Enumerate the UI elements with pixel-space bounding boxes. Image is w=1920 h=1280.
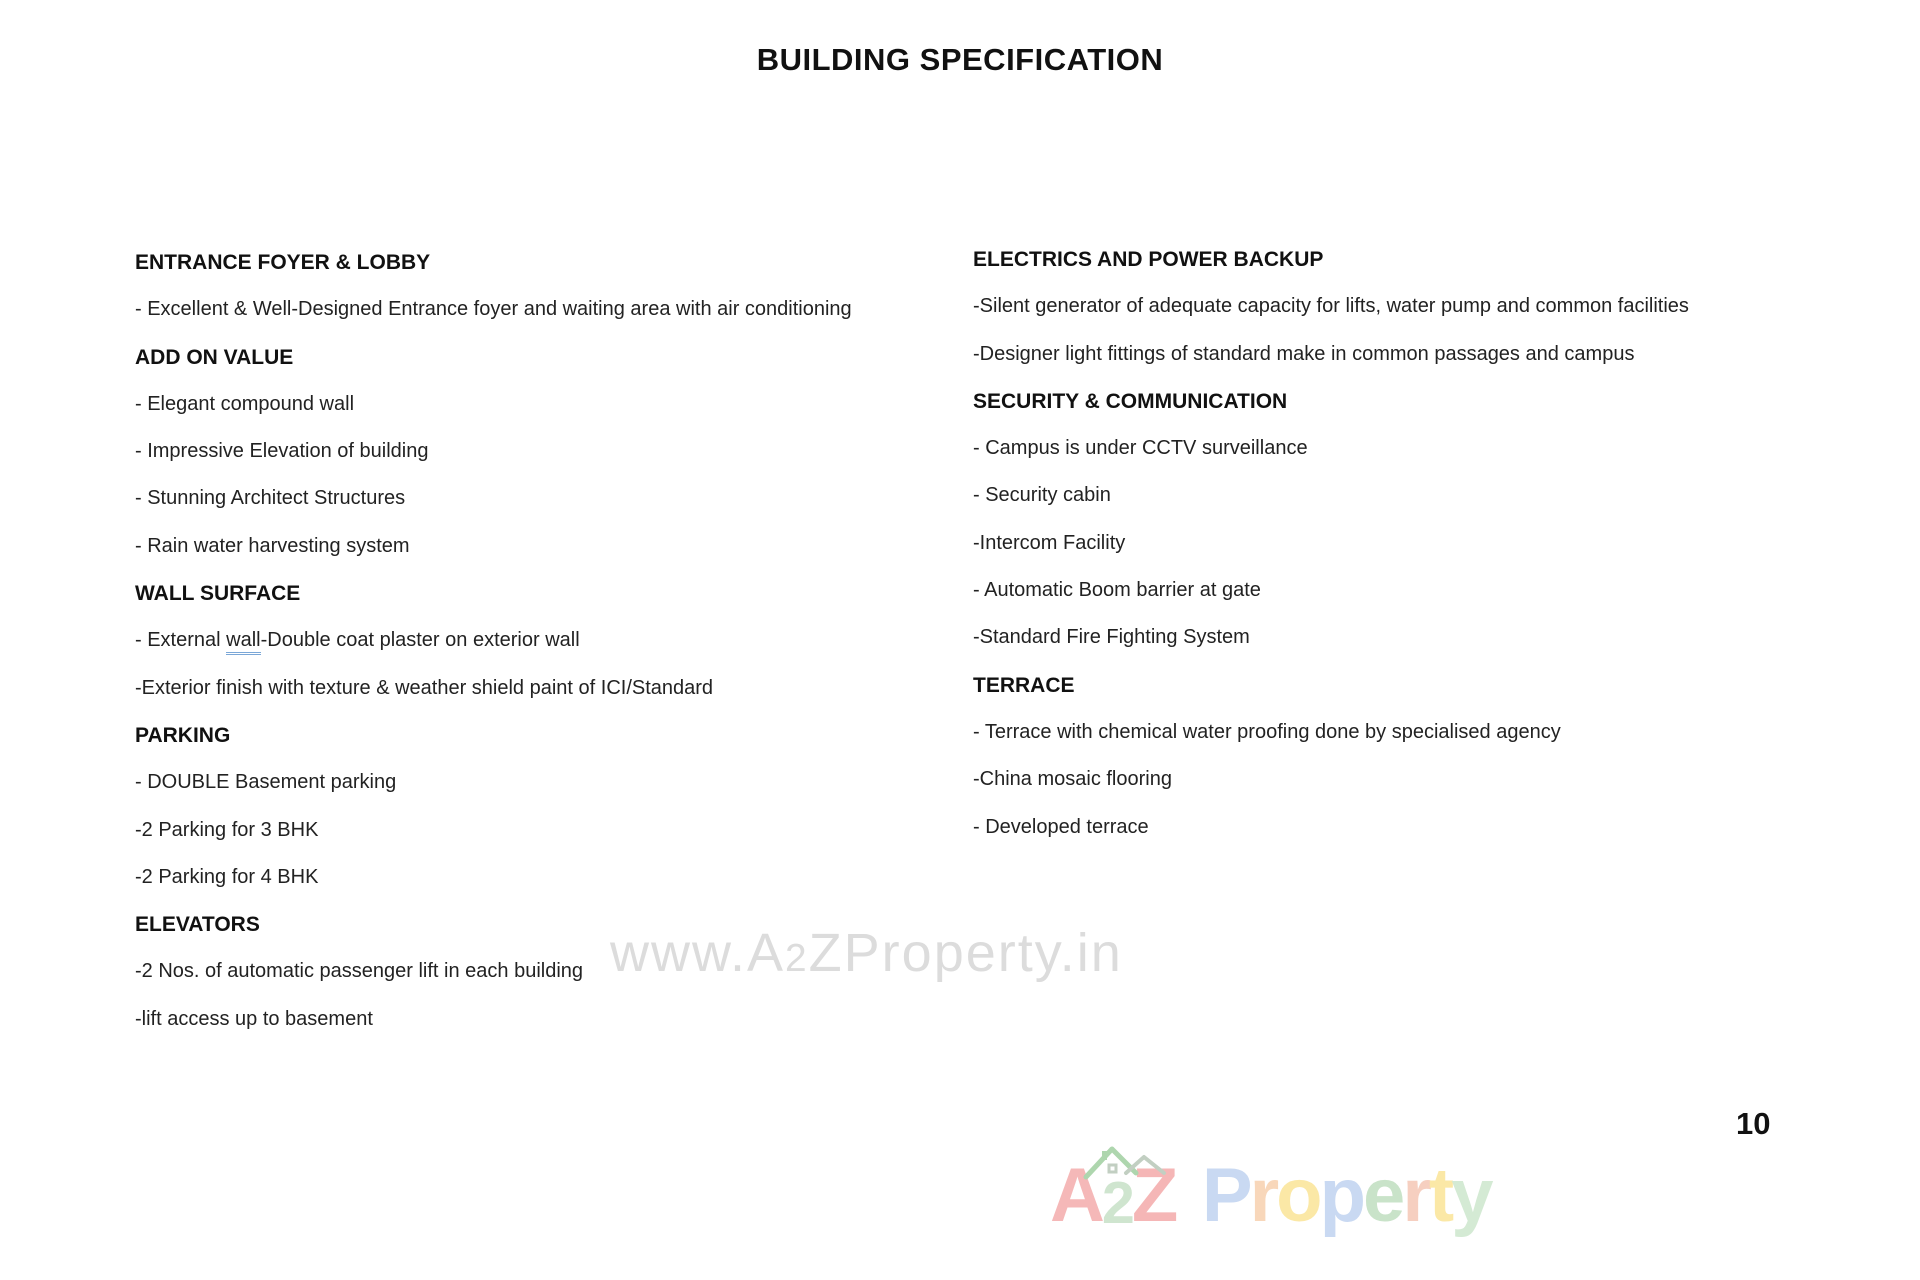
logo-letter: t [1428, 1153, 1452, 1238]
page-title: BUILDING SPECIFICATION [756, 42, 1164, 77]
spec-item: - Campus is under CCTV surveillance [973, 437, 1308, 460]
spec-item: -2 Parking for 3 BHK [135, 818, 319, 841]
logo-letter: o [1276, 1153, 1320, 1238]
spec-section-heading: ENTRANCE FOYER & LOBBY [135, 251, 431, 274]
spec-item: - Automatic Boom barrier at gate [973, 579, 1261, 602]
spec-section-heading: ADD ON VALUE [135, 345, 294, 369]
spec-item: -Silent generator of adequate capacity for lifts, water pump and common facilities [973, 295, 1689, 318]
spec-section-heading: SECURITY & COMMUNICATION [973, 389, 1288, 413]
spec-item: - Stunning Architect Structures [135, 487, 406, 510]
spec-column-right [973, 236, 1689, 851]
spec-item: - Elegant compound wall [135, 392, 355, 415]
logo-letter: A [1050, 1153, 1102, 1238]
watermark-part: 2 [785, 937, 809, 980]
logo-letter: P [1201, 1153, 1250, 1238]
spec-section-heading: WALL SURFACE [135, 582, 301, 606]
logo-letter: Z [1131, 1153, 1176, 1238]
spec-item: -Intercom Facility [973, 531, 1126, 554]
brand-logo [1050, 1153, 1491, 1238]
logo-letter: 2 [1102, 1173, 1132, 1232]
spec-item: -2 Nos. of automatic passenger lift in each building [135, 960, 584, 983]
spec-item: -Standard Fire Fighting System [973, 626, 1250, 649]
underlined-word: wall [226, 629, 260, 655]
spec-item: - Terrace with chemical water proofing done by specialised agency [973, 720, 1561, 743]
spec-section-heading: ELEVATORS [135, 913, 260, 937]
spec-item: -lift access up to basement [135, 1007, 373, 1030]
logo-letter: e [1363, 1153, 1403, 1238]
spec-item: -Designer light fittings of standard make in common passages and campus [973, 342, 1635, 365]
watermark-part: www.A [610, 923, 786, 983]
watermark-part: ZProperty.in [808, 923, 1123, 983]
spec-item: - Security cabin [973, 484, 1111, 507]
page-number: 10 [1736, 1106, 1771, 1141]
spec-item: -2 Parking for 4 BHK [135, 865, 319, 888]
logo-letter: r [1249, 1153, 1277, 1238]
spec-section-heading: ELECTRICS AND POWER BACKUP [973, 248, 1324, 271]
spec-item [135, 617, 852, 664]
spec-item: - Rain water harvesting system [135, 534, 410, 557]
spec-section-heading: PARKING [135, 723, 231, 747]
logo-letter: p [1319, 1153, 1364, 1238]
spec-item-text: - External [135, 629, 227, 652]
logo-letter: y [1451, 1153, 1491, 1238]
spec-item: -Exterior finish with texture & weather shield paint of ICI/Standard [135, 676, 714, 699]
spec-item-text: -Double coat plaster on exterior wall [260, 629, 580, 652]
spec-section-heading: TERRACE [973, 673, 1075, 697]
spec-item: -China mosaic flooring [973, 768, 1172, 791]
spec-item: - DOUBLE Basement parking [135, 771, 397, 794]
spec-item: - Excellent & Well-Designed Entrance foyer and waiting area with air conditioning [135, 298, 852, 321]
spec-item: - Impressive Elevation of building [135, 440, 429, 463]
spec-item: - Developed terrace [973, 815, 1149, 838]
logo-letter: r [1402, 1153, 1429, 1238]
watermark-text [610, 922, 1123, 984]
